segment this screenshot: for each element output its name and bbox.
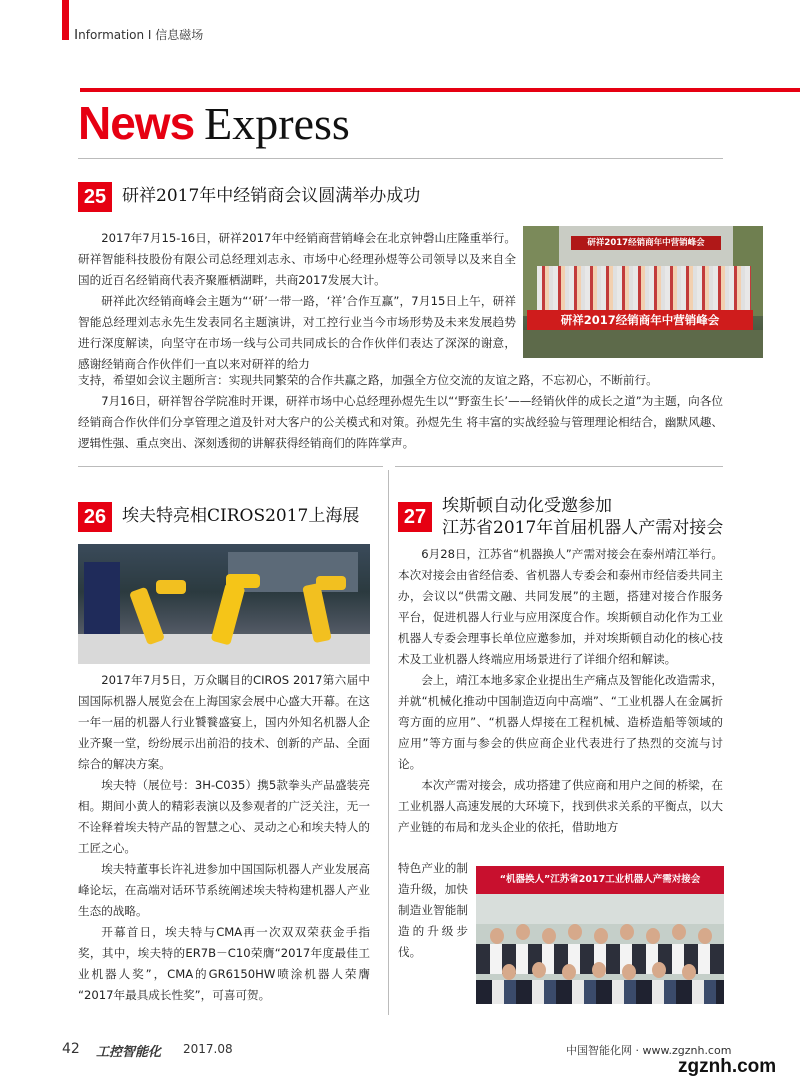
article-25-photo xyxy=(523,226,763,358)
photo-25-banner-bottom: 研祥2017经销商年中营销峰会 xyxy=(527,310,753,330)
news-express-logo xyxy=(78,97,350,149)
article-26-body xyxy=(78,670,370,1006)
logo-news: News xyxy=(78,97,195,149)
article-27-body xyxy=(398,544,723,838)
article-26-p4: 开幕首日，埃夫特与CMA再一次双双荣获金手指奖，其中，埃夫特的ER7B－C10荣膺“2017年度最佳工业机器人奖”，CMA的GR6150HW喷涂机器人荣膺 “2017年最具成长性奖”，可喜可贺。 xyxy=(78,925,370,1002)
article-25-p2-cont: 支持，希望如会议主题所言：实现共同繁荣的合作共赢之路，加强全方位交流的友谊之路，不忘初心，不断前行。 xyxy=(78,373,658,387)
section-cn: 信息磁场 xyxy=(155,28,204,42)
issue-date: 2017.08 xyxy=(183,1042,233,1056)
column-divider xyxy=(388,470,389,1015)
logo-divider xyxy=(78,158,723,159)
section-header xyxy=(74,26,203,43)
article-26-p2: 埃夫特（展位号：3H-C035）携5款拳头产品盛装亮相。期间小黄人的精彩表演以及参观者的广泛关注，无一不诠释着埃夫特产品的智慧之心、灵动之心和埃夫特人的工匠之心。 xyxy=(78,778,370,855)
article-26-title: 埃夫特亮相CIROS2017上海展 xyxy=(122,506,360,526)
photo-27-banner: “机器换人”江苏省2017工业机器人产需对接会 xyxy=(476,866,724,894)
article-25-title: 研祥2017年中经销商会议圆满举办成功 xyxy=(122,186,421,206)
article-25-p3: 7月16日，研祥智谷学院准时开课，研祥市场中心总经理孙煜先生以“‘野蛮生长’——经销伙伴的成长之道”为主题，向各位经销商合作伙伴们分享管理之道及针对大客户的公关模式和对策。孙煜先生 将丰富的实战经验与管理理论相结合，幽默风趣、逻辑性强、重点突出、深刻透彻的讲解获得经销商们的阵阵掌声。 xyxy=(78,394,723,450)
site-credit: 中国智能化网 · www.zgznh.com xyxy=(566,1044,732,1057)
article-26-p3: 埃夫特董事长许礼进参加中国国际机器人产业发展高峰论坛，在高端对话环节系统阐述埃夫特构建机器人产业生态的战略。 xyxy=(78,862,370,918)
article-26-number: 26 xyxy=(78,502,112,532)
watermark: zgznh.com xyxy=(678,1056,777,1077)
article-25-number: 25 xyxy=(78,182,112,212)
article-25-p2: 研祥此次经销商峰会主题为“‘研’一带一路，‘祥’合作互赢”，7月15日上午，研祥智能总经理刘志永先生发表同名主题演讲，对工控行业当今市场形势及未来发展趋势进行深度解读，向坚守在市场一线与公司共同成长的合作伙伴们表达了深深的谢意，感谢经销商合作伙伴们一直以来对研祥的给力 xyxy=(78,294,516,371)
article-27-p3-cont: 特色产业的制造升级，加快制造业智能制造的升级步伐。 xyxy=(398,861,468,959)
article-25-body xyxy=(78,228,516,375)
divider-left xyxy=(78,466,383,467)
header-accent-bar xyxy=(62,0,69,40)
logo-express: Express xyxy=(204,98,350,149)
section-divider: I xyxy=(144,28,156,42)
article-25-p1: 2017年7月15-16日，研祥2017年中经销商营销峰会在北京钟磬山庄隆重举行。研祥智能科技股份有限公司总经理刘志永、市场中心经理孙煜等公司领导以及来自全国的近百名经销商代表齐聚雁栖湖畔，共商2017发展大计。 xyxy=(78,231,516,287)
article-25-body-full xyxy=(78,370,723,454)
article-27-p3: 本次产需对接会，成功搭建了供应商和用户之间的桥梁，在工业机器人高速发展的大环境下，找到供求关系的平衡点，以大产业链的布局和龙头企业的依托，借助地方 xyxy=(398,778,723,834)
article-27-p1: 6月28日，江苏省“机器换人”产需对接会在泰州靖江举行。本次对接会由省经信委、省机器人专委会和泰州市经信委共同主办，会议以“供需文融、共同发展”的主题，搭建对接合作服务平台，促进机器人行业与应用深度合作。埃斯顿自动化作为工业机器人专委会理事长单位应邀参加，并对埃斯顿自动化的核心技术及工业机器人终端应用场景进行了详细介绍和解读。 xyxy=(398,547,723,666)
article-27-body-narrow xyxy=(398,858,468,963)
photo-25-banner-top: 研祥2017经销商年中营销峰会 xyxy=(571,236,721,250)
section-en: nformation xyxy=(78,28,145,42)
divider-right xyxy=(395,466,723,467)
article-27-title-2: 江苏省2017年首届机器人产需对接会 xyxy=(442,518,724,538)
page-number: 42 xyxy=(62,1041,80,1057)
header-red-rule xyxy=(80,88,800,92)
article-27-photo xyxy=(476,866,724,1004)
article-27-number: 27 xyxy=(398,502,432,532)
article-26-photo xyxy=(78,544,370,664)
magazine-name: 工控智能化 xyxy=(96,1045,162,1060)
article-27-title-1: 埃斯顿自动化受邀参加 xyxy=(442,496,612,516)
article-27-p2: 会上，靖江本地多家企业提出生产痛点及智能化改造需求，并就“机械化推动中国制造迈向中高端”、“工业机器人在金属折弯方面的应用”、“机器人焊接在工程机械、造桥造船等领域的应用”等方面与参会的供应商企业代表进行了热烈的交流与讨论。 xyxy=(398,673,723,771)
section-en-initial: I xyxy=(74,26,79,43)
article-26-p1: 2017年7月5日，万众瞩目的CIROS 2017第六届中国国际机器人展览会在上海国家会展中心盛大开幕。在这一年一届的机器人行业饕餮盛宴上，国内外知名机器人企业齐聚一堂，纷纷展示出前沿的技术、创新的产品、全面综合的解决方案。 xyxy=(78,673,370,771)
